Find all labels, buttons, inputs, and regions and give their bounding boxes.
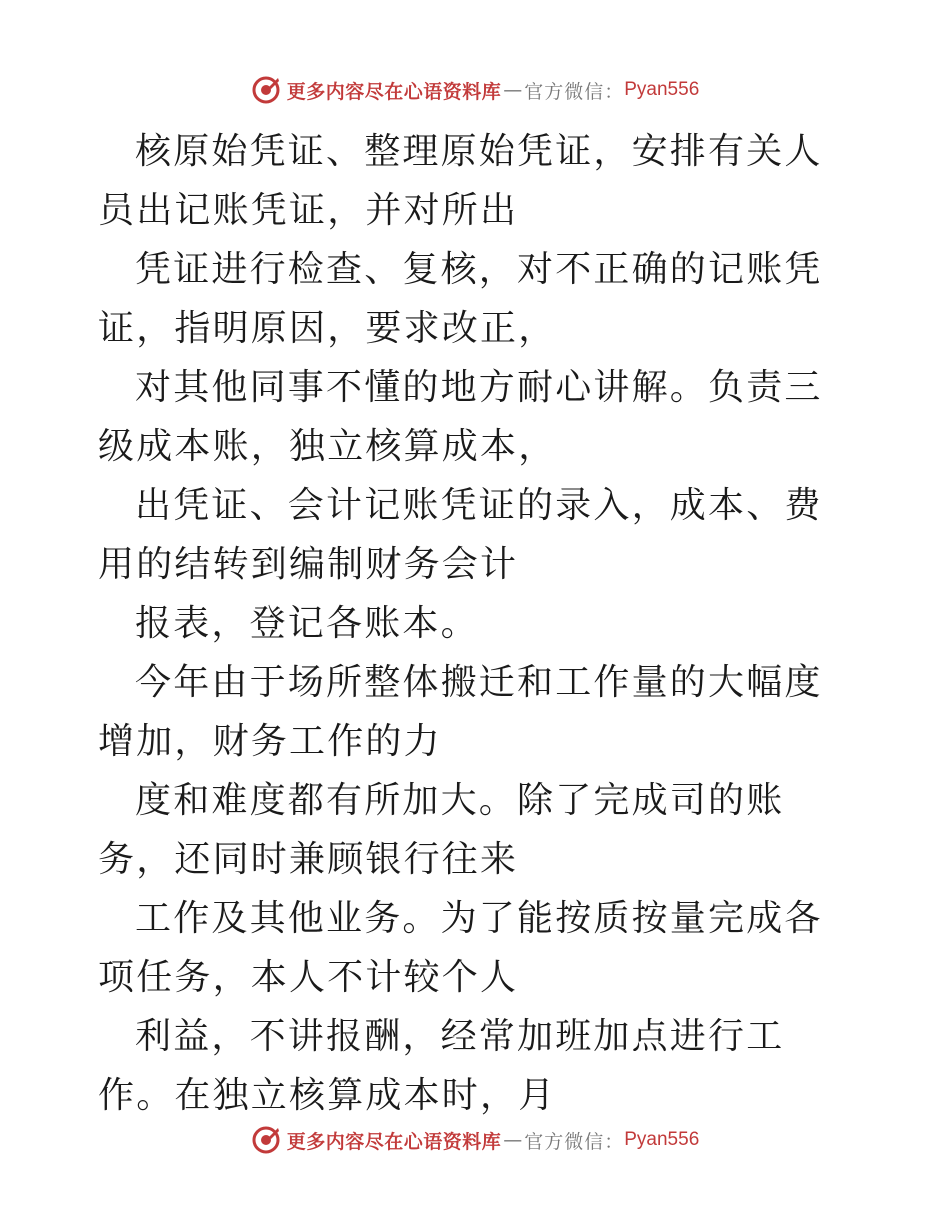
footer-banner [0,1120,950,1160]
header-wechat-label: 官方微信： [524,80,625,103]
paragraph-3: 对其他同事不懂的地方耐心讲解。负责三级成本账，独立核算成本， [98,367,823,467]
paragraph-8: 工作及其他业务。为了能按质按量完成各项任务，本人不计较个人 [98,898,823,998]
header-brand-text: 更多内容尽在心语资料库 [286,80,502,103]
footer-wechat-id: Pyan556 [624,1129,700,1150]
paragraph-1: 核原始凭证、整理原始凭证，安排有关人员出记账凭证，并对所出 [98,131,823,231]
paragraph-9: 利益，不讲报酬，经常加班加点进行工作。在独立核算成本时，月 [98,1016,785,1116]
paragraph-2: 凭证进行检查、复核，对不正确的记账凭证，指明原因，要求改正， [98,249,823,349]
paragraph-6: 今年由于场所整体搬迁和工作量的大幅度增加，财务工作的力 [98,662,823,762]
header-wechat-id: Pyan556 [624,79,700,100]
header-dash: — [503,79,523,101]
paragraph-4: 出凭证、会计记账凭证的录入，成本、费用的结转到编制财务会计 [98,485,823,585]
footer-wechat-label: 官方微信： [524,1130,625,1153]
brand-logo-icon [251,1125,281,1155]
paragraph-5: 报表，登记各账本。 [135,603,479,644]
footer-dash: — [503,1129,523,1151]
brand-logo-icon [251,75,281,105]
document-body [98,122,858,1125]
paragraph-7: 度和难度都有所加大。除了完成司的账务，还同时兼顾银行往来 [98,780,785,880]
header-banner [0,70,950,110]
footer-brand-text: 更多内容尽在心语资料库 [286,1130,502,1153]
